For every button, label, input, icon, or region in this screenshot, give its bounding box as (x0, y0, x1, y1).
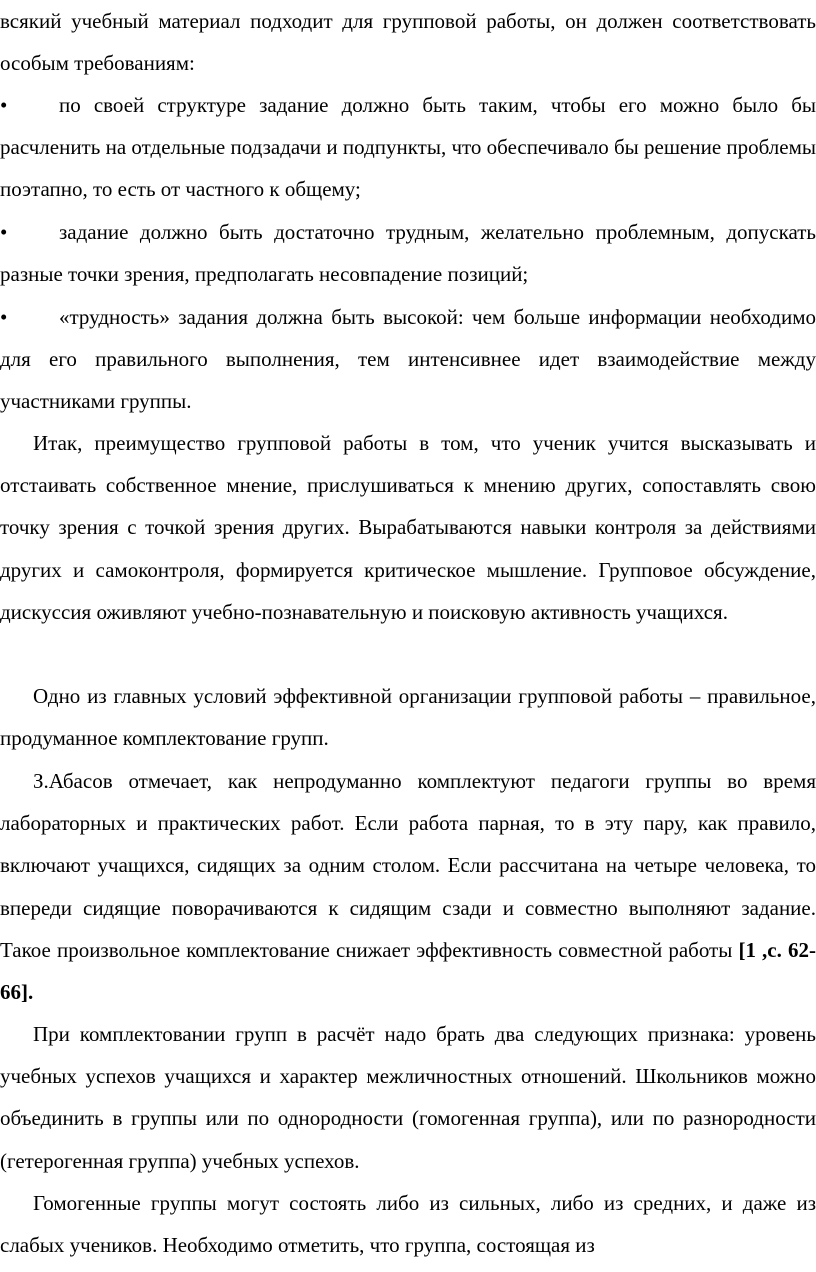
bullet-icon: • (0, 220, 8, 244)
bullet-text: «трудность» задания должна быть высокой: чем больше информации необходимо для его правильного выполнения, тем интенсивнее идет взаимодействие между участниками группы. (0, 305, 816, 414)
bullet-icon: • (0, 93, 8, 117)
bullet-item-structure (0, 84, 816, 211)
intro-paragraph: всякий учебный материал подходит для групповой работы, он должен соответствовать особым требованиям: (0, 9, 816, 76)
bullet-text: по своей структуре задание должно быть таким, чтобы его можно было бы расчленить на отдельные подзадачи и подпункты, что обеспечивало бы решение проблемы поэтапно, то есть от частного к общему; (0, 93, 816, 202)
paragraph-criteria: При комплектовании групп в расчёт надо брать два следующих признака: уровень учебных успехов учащихся и характер межличностных отношений. Школьников можно объединить в группы или по однородности (гомогенная группа), или по разнородности (гетерогенная группа) учебных успехов. (0, 1022, 816, 1173)
bullet-item-hardness (0, 296, 816, 423)
paragraph-abasov (0, 760, 816, 1013)
bullet-text: задание должно быть достаточно трудным, желательно проблемным, допускать разные точки зрения, предполагать несовпадение позиций; (0, 220, 816, 287)
bullet-item-difficulty (0, 211, 816, 295)
paragraph-abasov-text: З.Абасов отмечает, как непродуманно комплектуют педагоги группы во время лабораторных и практических работ. Если работа парная, то в эту пару, как правило, включают учащихся, сидящих за одним столом. Если рассчитана на четыре человека, то впереди сидящие поворачиваются к сидящим сзади и совместно выполняют задание. Такое произвольное комплектование снижает эффективность совместной работы (0, 769, 816, 962)
bullet-icon: • (0, 305, 8, 329)
paragraph-advantage: Итак, преимущество групповой работы в том, что ученик учится высказывать и отстаивать собственное мнение, прислушиваться к мнению других, сопоставлять свою точку зрения с точкой зрения других. Вырабатываются навыки контроля за действиями других и самоконтроля, формируется критическое мышление. Групповое обсуждение, дискуссия оживляют учебно-познавательную и поисковую активность учащихся. (0, 431, 816, 624)
citation-reference: [1 ,с. 62-66]. (0, 937, 816, 1005)
paragraph-homogeneous: Гомогенные группы могут состоять либо из сильных, либо из средних, и даже из слабых учеников. Необходимо отметить, что группа, состоящая из (0, 1191, 816, 1258)
paragraph-condition: Одно из главных условий эффективной организации групповой работы – правильное, продуманное комплектование групп. (0, 684, 816, 751)
